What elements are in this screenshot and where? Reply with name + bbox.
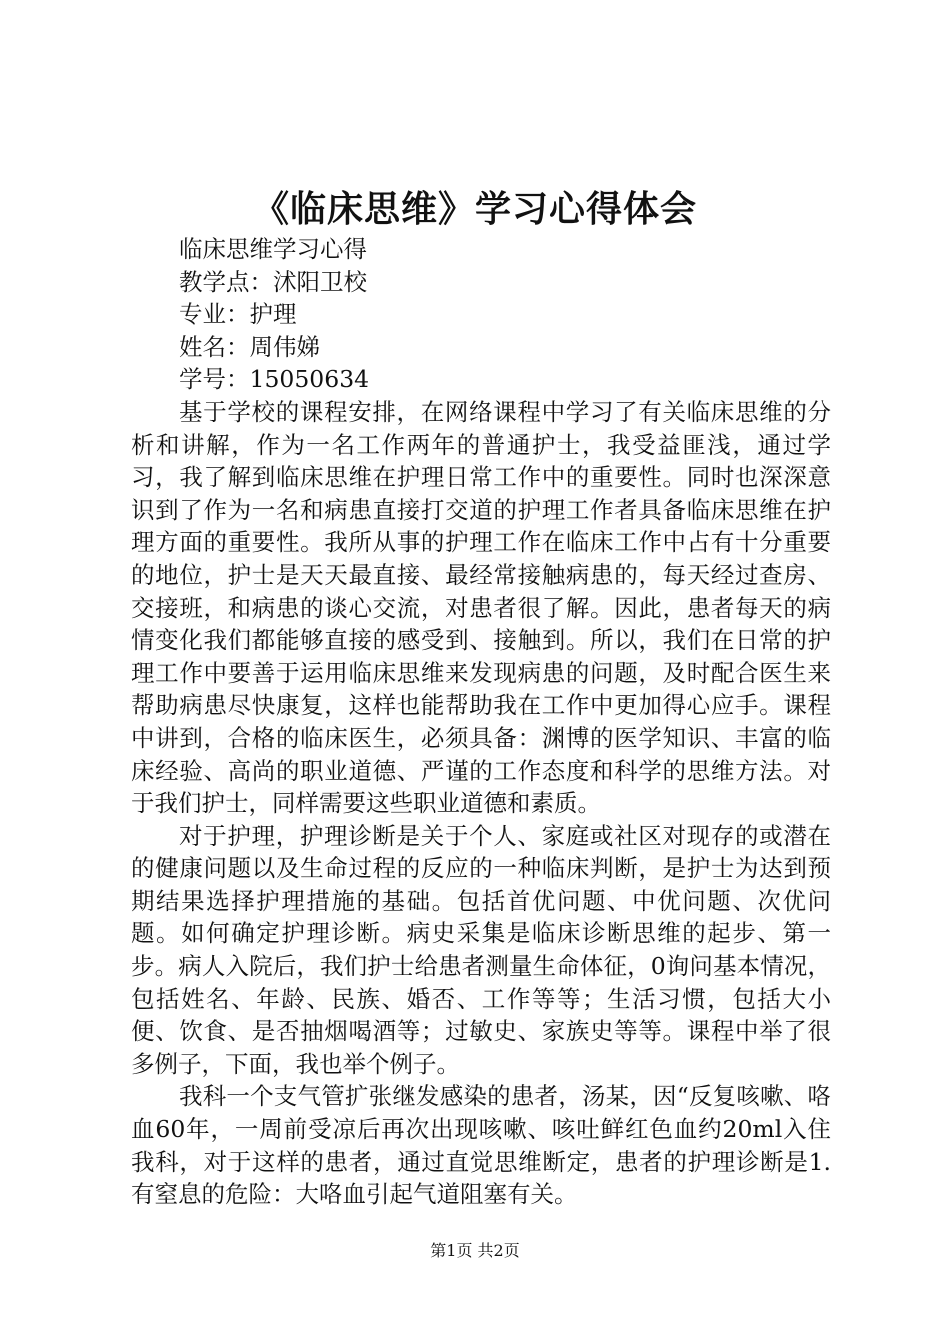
name-line: 姓名：周伟娣 <box>179 332 320 361</box>
paragraph-3: 我科一个支气管扩张继发感染的患者，汤某，因“反复咳嗽、咯血60年，一周前受凉后再次出现咳嗽、咳吐鲜红色血约20ml入住我科，对于这样的患者，通过直觉思维断定，患者的护理诊断是1.有窒息的危险：大咯血引起气道阻塞有关。 <box>131 1082 831 1209</box>
page-footer: 第1页 共2页 <box>430 1241 520 1260</box>
document-body <box>131 233 831 1211</box>
paragraph-1: 基于学校的课程安排，在网络课程中学习了有关临床思维的分析和讲解，作为一名工作两年的普通护士，我受益匪浅，通过学习，我了解到临床思维在护理日常工作中的重要性。同时也深深意识到了作为一名和病患直接打交道的护理工作者具备临床思维在护理方面的重要性。我所从事的护理工作在临床工作中占有十分重要的地位，护士是天天最直接、最经常接触病患的，每天经过查房、交接班，和病患的谈心交流，对患者很了解。因此，患者每天的病情变化我们都能够直接的感受到、接触到。所以，我们在日常的护理工作中要善于运用临床思维来发现病患的问题，及时配合医生来帮助病患尽快康复，这样也能帮助我在工作中更加得心应手。课程中讲到，合格的临床医生，必须具备：渊博的医学知识、丰富的临床经验、高尚的职业道德、严谨的工作态度和科学的思维方法。对于我们护士，同样需要这些职业道德和素质。 <box>131 397 831 818</box>
student-id-line: 学号：15050634 <box>179 365 370 394</box>
document-title: 《临床思维》学习心得体会 <box>252 188 697 230</box>
paragraph-2: 对于护理，护理诊断是关于个人、家庭或社区对现存的或潜在的健康问题以及生命过程的反应的一种临床判断，是护士为达到预期结果选择护理措施的基础。包括首优问题、中优问题、次优问题。如何确定护理诊断。病史采集是临床诊断思维的起步、第一步。病人入院后，我们护士给患者测量生命体征，0询问基本情况，包括姓名、年龄、民族、婚否、工作等等；生活习惯，包括大小便、饮食、是否抽烟喝酒等；过敏史、家族史等等。课程中举了很多例子，下面，我也举个例子。 <box>131 821 831 1078</box>
course-title-line: 临床思维学习心得 <box>179 235 367 263</box>
major-line: 专业：护理 <box>179 300 297 329</box>
teaching-site-line: 教学点：沭阳卫校 <box>179 267 367 296</box>
